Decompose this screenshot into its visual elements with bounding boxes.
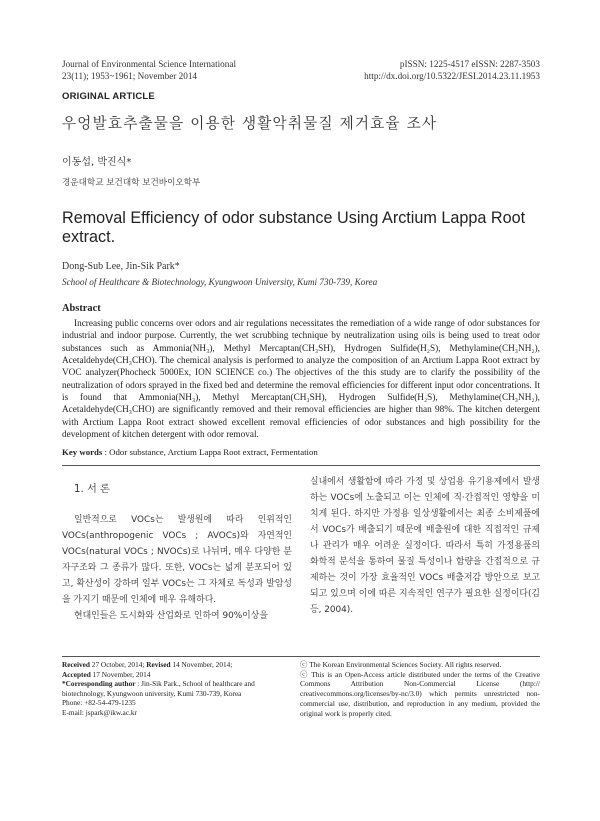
phone: Phone: +82-54-479-1235 — [62, 698, 136, 708]
section-divider — [62, 465, 540, 466]
journal-issue: 23(11); 1953~1961; November 2014 — [62, 71, 198, 81]
doi-link[interactable]: http://dx.doi.org/10.5322/JESI.2014.23.11.1953 — [364, 71, 540, 81]
body-paragraph: 실내에서 생활함에 따라 가정 및 상업용 유기용제에서 발생하는 VOCs에 노출되고 이는 인체에 직·간접적인 영향을 미치게 된다. 하지만 가정용 일상생활에서는 최종 소비제품에서 VOCs가 배출되기 때문에 배출원에 대한 직접적인 규제나 관리가 매우 어려운 실정이다. 따라서 특히 가정용품의 화학적 분석을 통하여 물질 특성이나 함량을 간접적으로 규제하는 것이 가장 효율적인 VOCs 배출저감 방안으로 보고되고 있으며 이에 따른 지속적인 연구가 필요한 실정이다(김 등, 2004). — [310, 477, 540, 616]
accepted-date: 17 November, 2014 — [92, 669, 151, 679]
license-text: ⓒ This is an Open-Access article distributed under the terms of the Creative Commons Attribution Non-Commercial License (http:// creativecommons.org/licenses/by-nc/3.0) which permits unrestricted non-commercial use, distribution, and reproduction in any medium, provided the original work is properly cited. — [300, 669, 540, 718]
right-column — [310, 474, 540, 624]
body-columns — [62, 474, 540, 624]
revised-date: 14 November, 2014; — [172, 660, 233, 669]
footer-divider — [62, 656, 540, 657]
issn: pISSN: 1225-4517 eISSN: 2287-3503 — [399, 59, 540, 69]
body-paragraph: 현대인들은 도시화와 산업화로 인하여 90%이상을 — [74, 611, 268, 622]
email[interactable]: E-mail: jspark@ikw.ac.kr — [62, 707, 137, 717]
article-history: Received 27 October, 2014; Revised 14 November, 2014; Accepted 17 November, 2014 *Corresponding author : Jin-Sik Park., School of healthcare and biotechnology, Kyungwoon university, Kumi 730-739, Korea Phone: +82-54-479-1235 E-mail: jspark@ikw.ac.kr — [62, 660, 287, 718]
keywords-text: : Odor substance, Arctium Lappa Root extract, Fermentation — [104, 447, 318, 458]
body-paragraph: 일반적으로 VOCs는 발생원에 따라 인위적인 VOCs(anthropogenic VOCs ; AVOCs)와 자연적인 VOCs(natural VOCs ; NVOCs)로 나뉘며, 매우 다양한 분자구조와 그 종류가 많다. 또한, VOCs는 넓게 분포되어 있고, 확산성이 강하며 일부 VOCs는 그 자체로 독성과 발암성을 가지기 때문에 인체에 매우 유해하다. — [62, 515, 292, 606]
journal-header — [62, 58, 540, 82]
keywords-label: Key words — [62, 447, 103, 458]
korean-authors: 이동섭, 박진식* — [62, 157, 132, 168]
corresponding-author: : Jin-Sik Park., School of healthcare and biotechnology, Kyungwoon university, Kumi 730-739, Korea — [62, 679, 255, 698]
english-authors: Dong-Sub Lee, Jin-Sik Park* — [62, 261, 180, 272]
korean-title: 우엉발효추출물을 이용한 생활악취물질 제거효율 조사 — [62, 115, 438, 132]
english-affiliation: School of Healthcare & Biotechnology, Kyungwoon University, Kumi 730-739, Korea — [62, 277, 378, 287]
korean-affiliation: 경운대학교 보건대학 보건바이오학부 — [62, 178, 201, 188]
paper-page — [62, 58, 540, 624]
section-title: 1. 서 론 — [74, 484, 110, 496]
license-info — [300, 660, 540, 718]
footer — [62, 660, 540, 718]
copyright: ⓒ The Korean Environmental Sciences Society. All rights reserved. — [300, 660, 502, 669]
left-column — [62, 474, 292, 624]
keywords — [62, 447, 540, 457]
abstract-text: Increasing public concerns over odors and air regulations necessitates the remediation of a wide range of odor substances for industrial and indoor purpose. Currently, the wet scrubbing technique by neutralization using oils is being used to treat odor substances such as Ammonia(NH₃), Methyl Mercaptan(CH₃SH), Hydrogen Sulfide(H₂S), Methylamine(CH₃NH₂), Acetaldehyde(CH₃CHO). The chemical analysis is performed to analyze the composition of an Arctium Lappa Root extract by VOC analyzer(Phocheck 5000Ex, ION SCIENCE co.) The objectives of the this study are to clarify the possibility of the neutralization of odors sprayed in the fixed bed and determine the removal efficiencies for different input odor concentrations. It is found that Ammonia(NH₃), Methyl Mercaptan(CH₃SH), Hydrogen Sulfide(H₂S), Methylamine(CH₃NH₂), Acetaldehyde(CH₃CHO) are significantly removed and their removal efficiencies are higher than 98%. The kitchen detergent with Arctium Lappa Root extract showed excellent removal efficiencies of odor substances and high possibility for the development of kitchen detergent with odor removal. — [62, 319, 540, 441]
english-title: Removal Efficiency of odor substance Using Arctium Lappa Root extract. — [62, 209, 526, 246]
article-type: ORIGINAL ARTICLE — [62, 91, 155, 102]
journal-name: Journal of Environmental Science International — [62, 59, 236, 69]
abstract-heading: Abstract — [62, 303, 101, 314]
received-date: 27 October, 2014; — [91, 660, 145, 669]
